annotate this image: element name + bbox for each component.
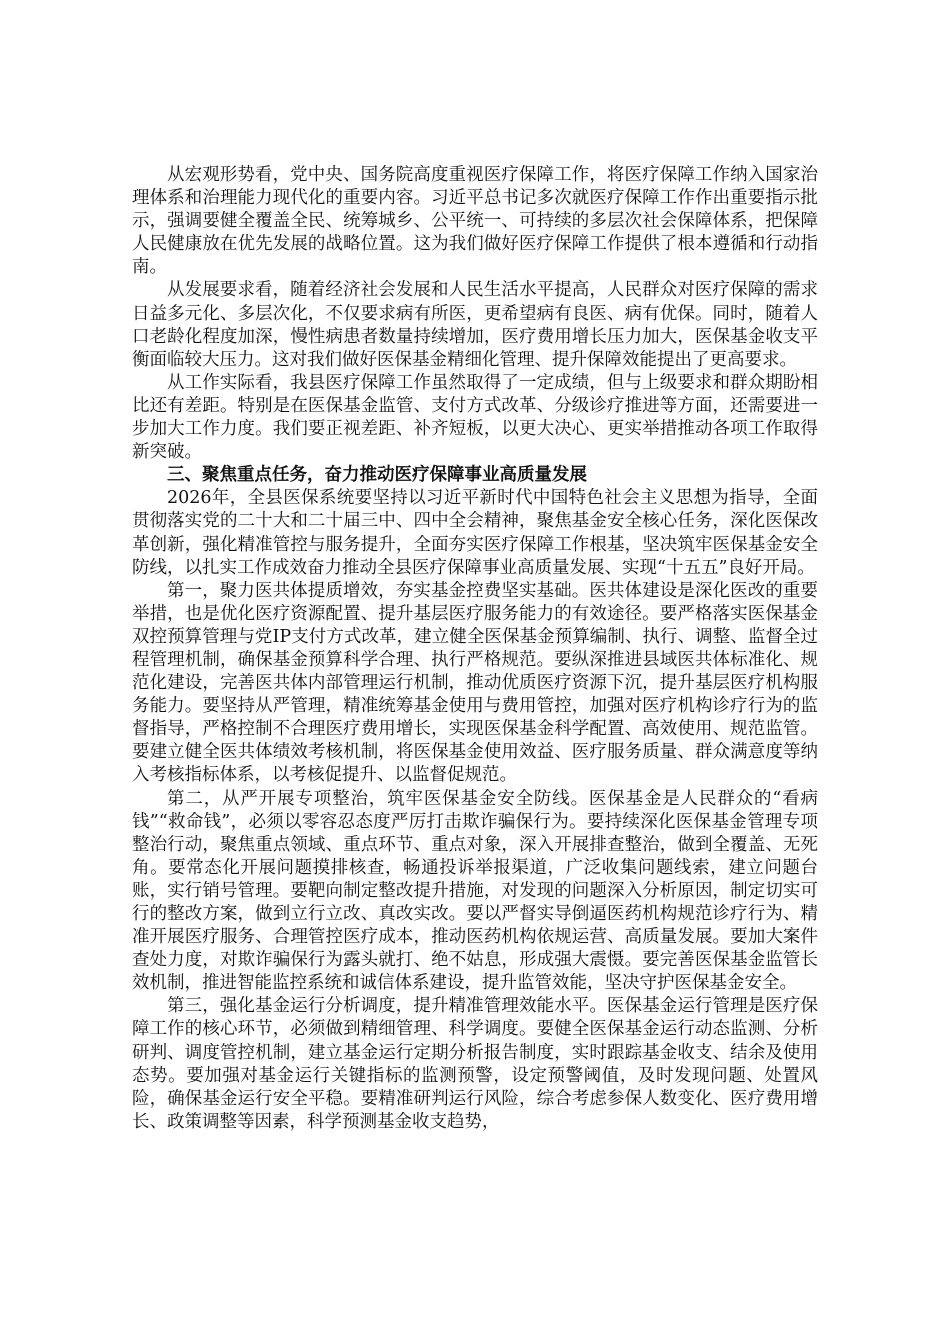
paragraph-second-task: 第二，从严开展专项整治，筑牢医保基金安全防线。医保基金是人民群众的“看病钱”“救命钱”，必须以零容忍态度严厉打击欺诈骗保行为。要持续深化医保基金管理专项整治行动，聚焦重点领域、重点环节、重点对象，深入开展排查整治，做到全覆盖、无死角。要常态化开展问题摸排核查，畅通投诉举报渠道，广泛收集问题线索，建立问题台账，实行销号管理。要靶向制定整改提升措施，对发现的问题深入分析原因，制定切实可行的整改方案，做到立行立改、真改实改。要以严督实导倒逼医药机构规范诊疗行为、精准开展医疗服务、合理管控医疗成本，推动医药机构依规运营、高质量发展。要加大案件查处力度，对欺诈骗保行为露头就打、绝不姑息，形成强大震慑。要完善医保基金监管长效机制，推进智能监控系统和诚信体系建设，提升监管效能，坚决守护医保基金安全。: [132, 788, 818, 994]
paragraph-2026-overview: 2026年，全县医保系统要坚持以习近平新时代中国特色社会主义思想为指导，全面贯彻落实党的二十大和二十届三中、四中全会精神，聚焦基金安全核心任务，深化医保改革创新，强化精准管控与服务提升，全面夯实医疗保障工作根基，坚决筑牢医保基金安全防线，以扎实工作成效奋力推动全县医疗保障事业高质量发展、实现“十五五”良好开局。: [132, 488, 818, 578]
paragraph-first-task: 第一，聚力医共体提质增效，夯实基金控费坚实基础。医共体建设是深化医改的重要举措，也是优化医疗资源配置、提升基层医疗服务能力的有效途径。要严格落实医保基金双控预算管理与党IP支付方式改革，建立健全医保基金预算编制、执行、调整、监督全过程管理机制，确保基金预算科学合理、执行严格规范。要纵深推进县域医共体标准化、规范化建设，完善医共体内部管理运行机制，推动优质医疗资源下沉，提升基层医疗机构服务能力。要坚持从严管理，精准统筹基金使用与费用管控，加强对医疗机构诊疗行为的监督指导，严格控制不合理医疗费用增长，实现医保基金科学配置、高效使用、规范监管。要建立健全医共体绩效考核机制，将医保基金使用效益、医疗服务质量、群众满意度等纳入考核指标体系，以考核促提升、以监督促规范。: [132, 580, 818, 786]
document-page: [132, 164, 818, 1134]
paragraph-work-reality: 从工作实际看，我县医疗保障工作虽然取得了一定成绩，但与上级要求和群众期盼相比还有差距。特别是在医保基金监管、支付方式改革、分级诊疗推进等方面，还需要进一步加大工作力度。我们要正视差距、补齐短板，以更大决心、更实举措推动各项工作取得新突破。: [132, 372, 818, 463]
paragraph-development-requirements: 从发展要求看，随着经济社会发展和人民生活水平提高，人民群众对医疗保障的需求日益多元化、多层次化，不仅要求病有所医，更希望病有良医、病有优保。同时，随着人口老龄化程度加深，慢性病患者数量持续增加，医疗费用增长压力加大，医保基金收支平衡面临较大压力。这对我们做好医保基金精细化管理、提升保障效能提出了更高要求。: [132, 280, 818, 370]
paragraph-macro-situation: 从宏观形势看，党中央、国务院高度重视医疗保障工作，将医疗保障工作纳入国家治理体系和治理能力现代化的重要内容。习近平总书记多次就医疗保障工作作出重要指示批示，强调要健全覆盖全民、统筹城乡、公平统一、可持续的多层次社会保障体系，把保障人民健康放在优先发展的战略位置。这为我们做好医疗保障工作提供了根本遵循和行动指南。: [132, 165, 818, 278]
section-heading: 三、聚焦重点任务，奋力推动医疗保障事业高质量发展: [167, 465, 587, 486]
paragraph-third-task: 第三，强化基金运行分析调度，提升精准管理效能水平。医保基金运行管理是医疗保障工作的核心环节，必须做到精细管理、科学调度。要健全医保基金运行动态监测、分析研判、调度管控机制，建立基金运行定期分析报告制度，实时跟踪基金收支、结余及使用态势。要加强对基金运行关键指标的监测预警，设定预警阈值，及时发现问题、处置风险，确保基金运行安全平稳。要精准研判运行风险，综合考虑参保人数变化、医疗费用增长、政策调整等因素，科学预测基金收支趋势，: [132, 996, 818, 1132]
